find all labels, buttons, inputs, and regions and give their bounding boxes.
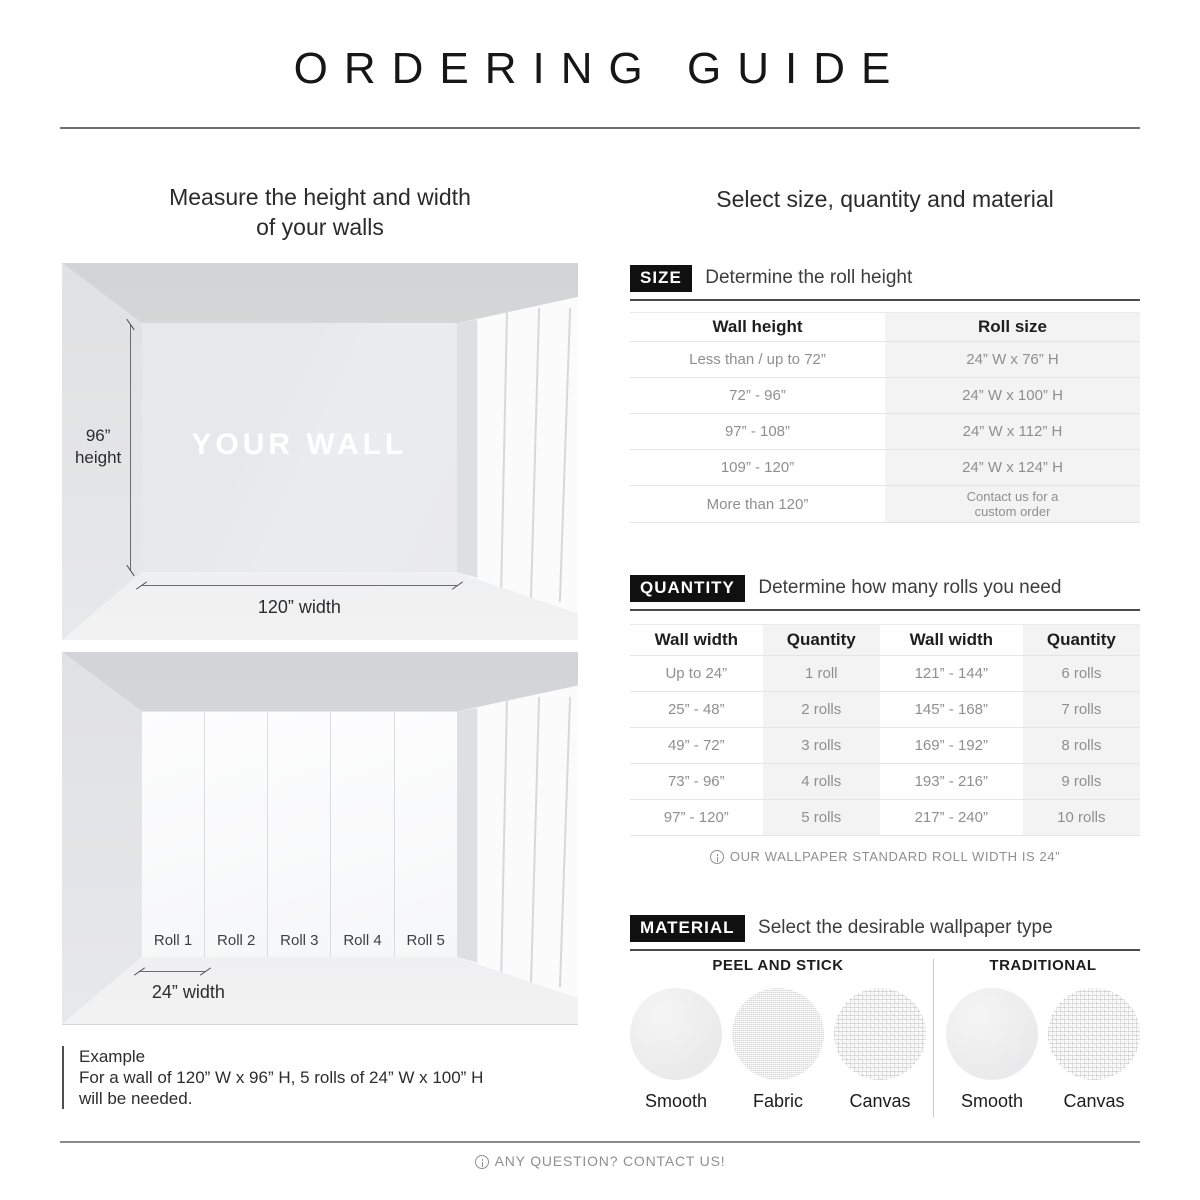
size-table-header-row [630,312,1140,342]
size-table-row [630,414,1140,450]
roll-label: Roll 3 [280,932,319,950]
info-icon [710,850,724,864]
material-option-canvas [1048,988,1140,1112]
measure-heading [60,182,580,242]
quantity-header-cell: Quantity [763,625,880,655]
wall-height-value: 96” [85,426,111,446]
height-dimension-line [130,325,131,570]
roll-label: Roll 1 [153,932,193,950]
quantity-table-row [630,800,1140,836]
material-option-smooth [630,988,722,1112]
room-illustration-rolls [62,652,578,1025]
quantity-cell: 8 rolls [1023,728,1140,763]
material-section-header [630,915,1140,951]
wallpaper-rolls [142,712,457,958]
quantity-header-cell: Wall width [909,630,993,649]
back-wall [142,323,457,572]
material-label: Fabric [752,1091,803,1111]
material-option-smooth [946,988,1038,1112]
size-col-wall-height: Wall height [712,317,803,336]
wall-width-cell: 193” - 216” [914,773,988,790]
roll-label: Roll 2 [217,932,256,950]
custom-order-line1: Contact us for a [966,489,1059,504]
wall-height-cell: 109” - 120” [720,459,795,476]
wall-height-cell: 97” - 108” [724,423,791,440]
quantity-header-cell: Wall width [654,630,738,649]
size-badge: SIZE [630,265,692,292]
roll-panel [331,712,394,958]
canvas-texture-swatch [1048,988,1140,1080]
custom-order-line2: custom order [974,504,1051,519]
quantity-table-row [630,728,1140,764]
quantity-cell: 1 roll [763,656,880,691]
roll-panel [142,712,205,958]
size-table-row [630,450,1140,486]
wall-width-cell: 73” - 96” [667,773,725,790]
roll-size-cell [885,486,1140,522]
quantity-cell: 3 rolls [763,728,880,763]
quantity-table-row [630,692,1140,728]
wall-width-cell: 121” - 144” [914,665,988,682]
wall-width-cell: 145” - 168” [914,701,988,718]
wall-width-cell: 49” - 72” [667,737,725,754]
quantity-subtitle: Determine how many rolls you need [758,577,1062,598]
quantity-table-row [630,656,1140,692]
roll-size-cell: 24” W x 100” H [885,378,1140,413]
traditional-title: TRADITIONAL [989,957,1097,974]
roll-size-cell: 24” W x 124” H [885,450,1140,485]
material-label: Canvas [1063,1091,1125,1111]
room-illustration-measure [62,263,578,640]
material-label: Canvas [849,1091,911,1111]
fabric-texture-swatch [732,988,824,1080]
quantity-header-cell: Quantity [1023,625,1140,655]
size-section-header [630,265,1140,301]
example-line1: For a wall of 120” W x 96” H, 5 rolls of 24” W x 100” H [79,1068,484,1087]
wall-width-cell: 25” - 48” [667,701,725,718]
quantity-cell: 7 rolls [1023,692,1140,727]
your-wall-label: YOUR WALL [191,427,408,461]
wall-width-cell: 217” - 240” [914,809,988,826]
roll-width-dimension-line [140,971,205,972]
wall-height-cell: Less than / up to 72” [689,351,826,368]
select-heading: Select size, quantity and material [716,186,1054,212]
standard-roll-width-text: OUR WALLPAPER STANDARD ROLL WIDTH IS 24” [729,849,1061,864]
material-option-fabric [732,988,824,1112]
quantity-table [630,624,1140,836]
canvas-texture-swatch [834,988,926,1080]
traditional-group [946,957,1140,1112]
wall-height-cell: 72” - 96” [729,387,786,404]
wall-width-cell: 169” - 192” [914,737,988,754]
roll-size-cell: 24” W x 76” H [885,342,1140,377]
roll-panel [205,712,268,958]
roll-label: Roll 4 [343,932,382,950]
quantity-cell: 2 rolls [763,692,880,727]
quantity-table-row [630,764,1140,800]
contact-note-text: ANY QUESTION? CONTACT US! [494,1153,726,1169]
roll-panel [268,712,331,958]
wall-width-label: 120” width [257,596,341,617]
quantity-section-header [630,575,1140,611]
width-dimension-line [142,585,457,586]
size-table [630,312,1140,523]
standard-roll-width-note [630,849,1140,864]
peel-and-stick-title: PEEL AND STICK [712,957,844,974]
wall-height-label [67,425,129,469]
material-subtitle: Select the desirable wallpaper type [758,917,1053,938]
contact-note [0,1153,1200,1169]
material-group-divider [933,959,934,1117]
material-option-canvas [834,988,926,1112]
quantity-cell: 4 rolls [763,764,880,799]
wall-width-cell: Up to 24” [665,665,728,682]
quantity-cell: 9 rolls [1023,764,1140,799]
size-col-roll-size: Roll size [885,313,1140,341]
size-table-row [630,486,1140,523]
quantity-cell: 10 rolls [1023,800,1140,835]
wall-height-word: height [74,448,122,468]
material-label: Smooth [960,1091,1024,1111]
size-subtitle: Determine the roll height [705,267,913,288]
top-divider [60,127,1140,129]
wall-width-cell: 97” - 120” [663,809,729,826]
smooth-texture-swatch [946,988,1038,1080]
material-badge: MATERIAL [630,915,745,942]
quantity-badge: QUANTITY [630,575,745,602]
quantity-cell: 6 rolls [1023,656,1140,691]
page-title: ORDERING GUIDE [293,44,907,93]
roll-size-cell: 24” W x 112” H [885,414,1140,449]
peel-and-stick-group [630,957,926,1112]
quantity-table-header-row [630,624,1140,656]
smooth-texture-swatch [630,988,722,1080]
size-table-row [630,342,1140,378]
footer-divider [60,1141,1140,1143]
material-options [630,957,1140,1120]
roll-width-label: 24” width [151,982,225,1003]
quantity-cell: 5 rolls [763,800,880,835]
roll-label: Roll 5 [406,932,445,950]
measure-heading-line2: of your walls [256,214,384,240]
material-label: Smooth [644,1091,708,1111]
info-icon [475,1155,489,1169]
measure-heading-line1: Measure the height and width [169,184,471,210]
roll-panel [395,712,457,958]
example-line2: will be needed. [79,1089,193,1108]
wall-height-cell: More than 120” [706,495,809,513]
size-table-row [630,378,1140,414]
example-block [62,1046,542,1109]
example-title: Example [79,1047,146,1066]
